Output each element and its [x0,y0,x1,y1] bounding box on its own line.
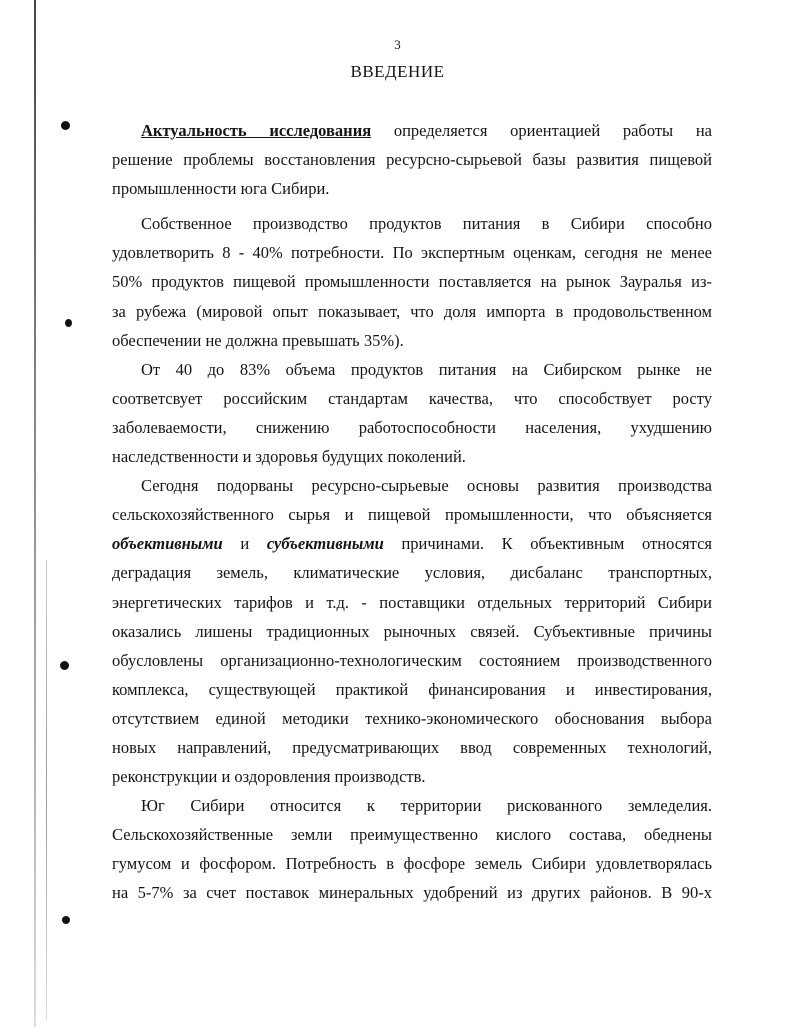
text-line: Актуальность исследования определяется ориентацией работы на [141,121,712,140]
text-line: обусловлены организационно-технологическим состоянием производственного [112,650,712,670]
emphasis-objective: объективными [112,534,223,554]
text-line: Сегодня подорваны ресурсно-сырьевые основы развития производства [141,476,712,496]
text-line: новых направлений, предусматривающих ввод современных технологий, [112,737,712,757]
text-line: наследственности и здоровья будущих поколений. [112,447,466,467]
paragraph-relevance [112,116,712,203]
text-line: Собственное производство продуктов питания в Сибири способно [141,214,712,234]
paragraph-south-siberia [112,791,712,907]
text-line: деградация земель, климатические условия, дисбаланс транспортных, [112,563,712,583]
text-line: на 5-7% за счет поставок минеральных удобрений из других районов. В 90-х [112,883,712,903]
text-line: удовлетворить 8 - 40% потребности. По экспертным оценкам, сегодня не менее [112,243,712,263]
text-line: Сельскохозяйственные земли преимущественно кислого состава, обеднены [112,825,712,845]
page-title: ВВЕДЕНИЕ [350,62,445,81]
text-line: решение проблемы восстановления ресурсно-сырьевой базы развития пищевой [112,150,712,170]
scan-left-edge [34,0,36,1027]
text-line: От 40 до 83% объема продуктов питания на Сибирском рынке не [141,359,712,379]
text-line: 50% продуктов пищевой промышленности поставляется на рынок Зауралья из- [112,272,712,292]
paragraph-production [112,209,712,354]
text-line: объективными и субъективными причинами. К объективным относятся [112,534,712,554]
punch-hole-mark [65,319,72,327]
text-line: соответсвует российским стандартам качества, что способствует росту [112,388,712,408]
punch-hole-mark [61,121,70,130]
text-line: обеспечении не должна превышать 35%). [112,330,404,350]
relevance-heading: Актуальность исследования [141,121,372,140]
emphasis-subjective: субъективными [266,534,384,554]
body-text [112,116,712,908]
page-number: 3 [394,37,401,52]
text-line: промышленности юга Сибири. [112,179,330,199]
text-line: энергетических тарифов и т.д. - поставщики отдельных территорий Сибири [112,592,712,612]
text-line: гумусом и фосфором. Потребность в фосфоре земель Сибири удовлетворялась [112,854,712,874]
paragraph-quality [112,355,712,471]
text-line: сельскохозяйственного сырья и пищевой промышленности, что объясняется [112,505,712,525]
text-line: заболеваемости, снижению работоспособности населения, ухудшению [112,417,712,437]
punch-hole-mark [62,916,70,924]
text-line: оказались лишены традиционных рыночных связей. Субъективные причины [112,621,712,641]
text-line: реконструкции и оздоровления производств. [112,767,426,787]
text-line: за рубежа (мировой опыт показывает, что доля импорта в продовольственном [112,301,712,321]
text-line: отсутствием единой методики технико-экономического обоснования выбора [112,708,712,728]
punch-hole-mark [60,661,69,670]
scan-edge-mark [46,560,47,1020]
paragraph-causes [112,471,712,791]
text-line: комплекса, существующей практикой финансирования и инвестирования, [112,679,712,699]
text-line: Юг Сибири относится к территории рискованного земледелия. [141,796,712,816]
